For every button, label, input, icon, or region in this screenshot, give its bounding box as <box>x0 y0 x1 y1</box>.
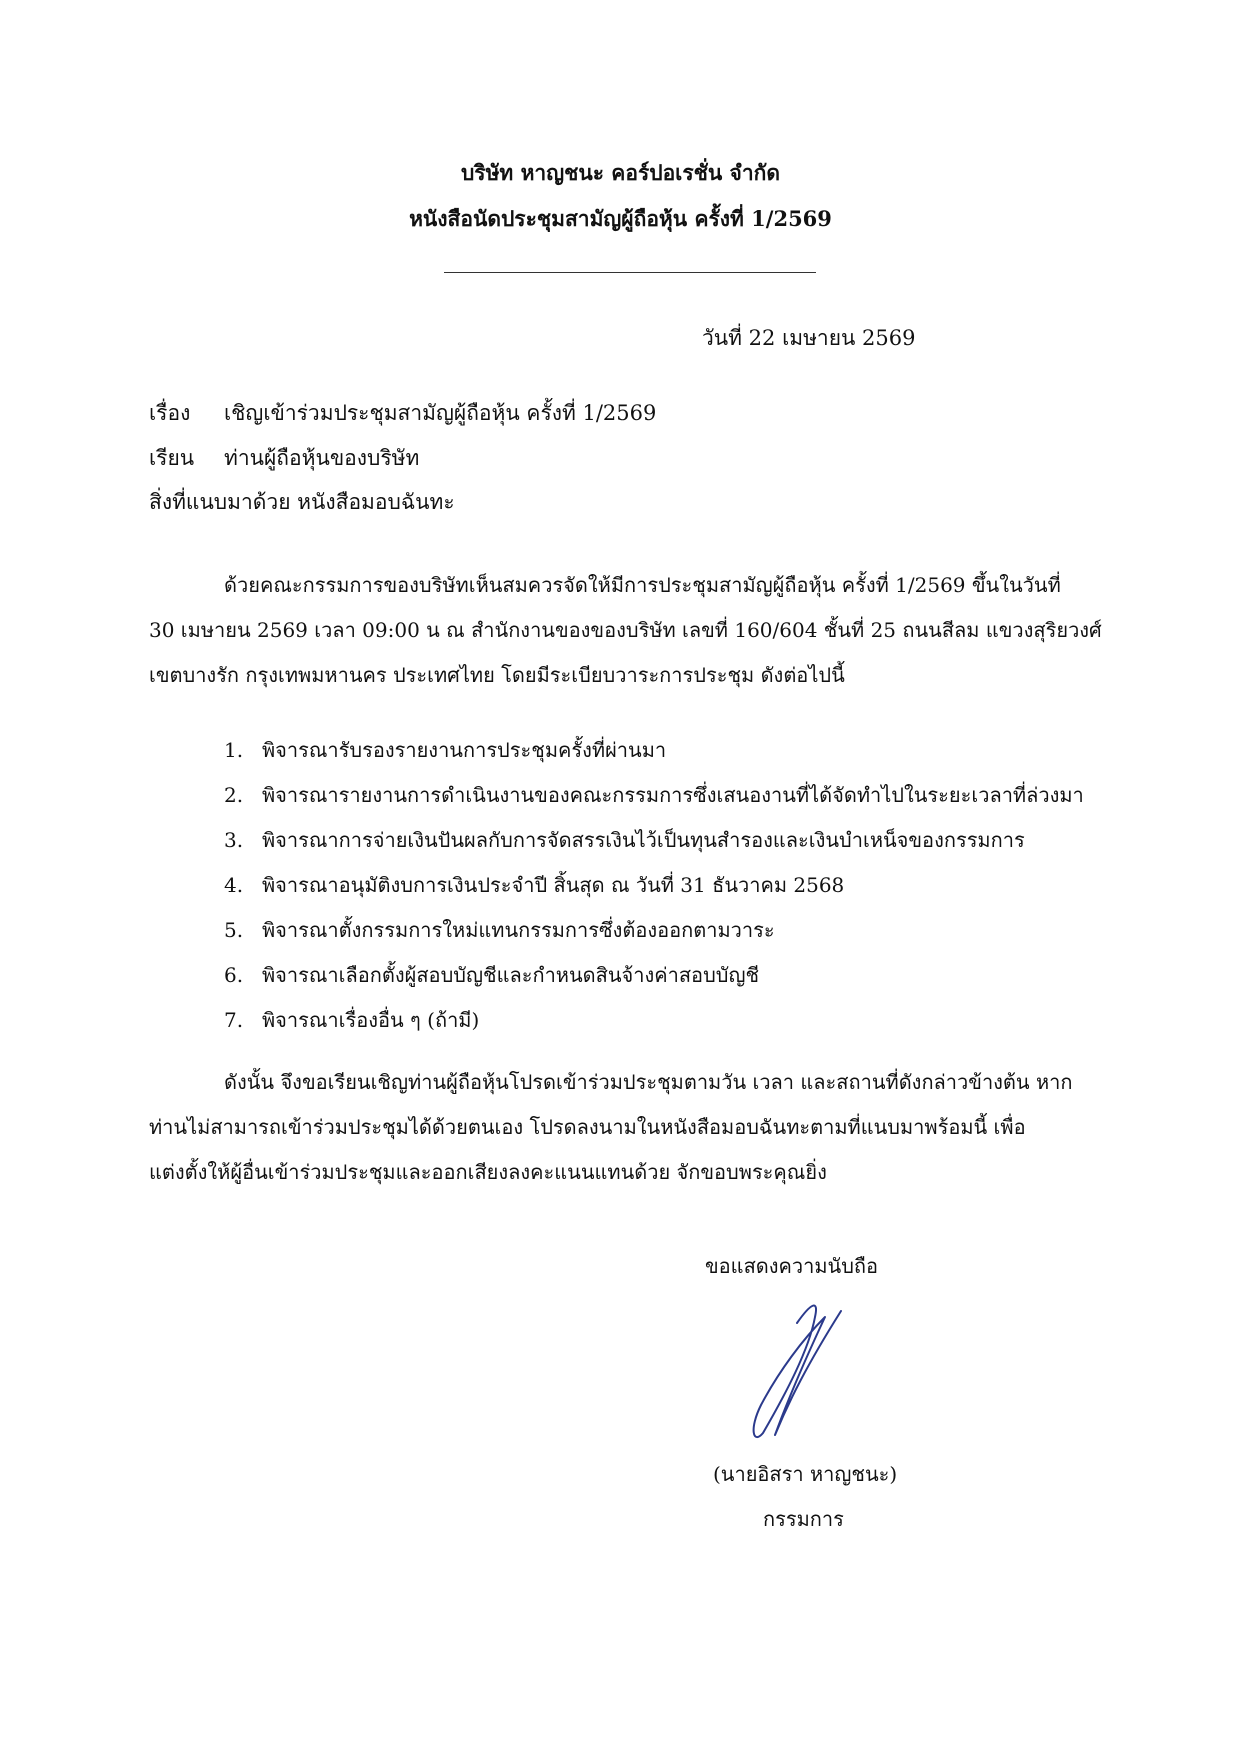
intro-line-1: ด้วยคณะกรรมการของบริษัทเห็นสมควรจัดให้มีการประชุมสามัญผู้ถือหุ้น ครั้งที่ 1/2569 ขึ้นในวันที่ <box>224 573 1061 597</box>
agenda-item <box>224 863 1084 908</box>
handwritten-signature <box>745 1295 855 1445</box>
agenda-number: 2. <box>224 783 244 807</box>
recipient-label: เรียน <box>149 446 195 470</box>
agenda-number: 4. <box>224 873 244 897</box>
agenda-text: พิจารณาอนุมัติงบการเงินประจำปี สิ้นสุด ณ วันที่ 31 ธันวาคม 2568 <box>262 873 845 897</box>
agenda-item <box>224 728 1084 773</box>
signer-title: กรรมการ <box>763 1507 844 1531</box>
agenda-text: พิจารณาตั้งกรรมการใหม่แทนกรรมการซึ่งต้องออกตามวาระ <box>262 918 775 942</box>
intro-line-2: 30 เมษายน 2569 เวลา 09:00 น ณ สำนักงานของของบริษัท เลขที่ 160/604 ชั้นที่ 25 ถนนสีลม แขวงสุริยวงศ์ <box>149 618 1102 642</box>
agenda-item <box>224 953 1084 998</box>
agenda-item <box>224 818 1084 863</box>
agenda-number: 7. <box>224 1008 244 1032</box>
agenda-text: พิจารณาเลือกตั้งผู้สอบบัญชีและกำหนดสินจ้างค่าสอบบัญชี <box>262 963 760 987</box>
agenda-item <box>224 908 1084 953</box>
notice-title: หนังสือนัดประชุมสามัญผู้ถือหุ้น ครั้งที่ 1/2569 <box>409 206 832 231</box>
subject-label: เรื่อง <box>149 401 191 425</box>
notice-date: วันที่ 22 เมษายน 2569 <box>702 326 916 350</box>
agenda-item <box>224 998 1084 1043</box>
agenda-number: 5. <box>224 918 244 942</box>
header-divider <box>444 272 816 273</box>
agenda-list <box>224 728 1084 1043</box>
agenda-number: 6. <box>224 963 244 987</box>
subject-value: เชิญเข้าร่วมประชุมสามัญผู้ถือหุ้น ครั้งที่ 1/2569 <box>224 401 657 425</box>
attachment-value: สิ่งที่แนบมาด้วย หนังสือมอบฉันทะ <box>149 490 455 514</box>
agenda-text: พิจารณารับรองรายงานการประชุมครั้งที่ผ่านมา <box>262 738 667 762</box>
agenda-number: 1. <box>224 738 244 762</box>
agenda-item <box>224 773 1084 818</box>
signature-stroke <box>754 1306 841 1438</box>
agenda-number: 3. <box>224 828 244 852</box>
agenda-text: พิจารณาเรื่องอื่น ๆ (ถ้ามี) <box>262 1008 480 1032</box>
conclusion-line-1: ดังนั้น จึงขอเรียนเชิญท่านผู้ถือหุ้นโปรดเข้าร่วมประชุมตามวัน เวลา และสถานที่ดังกล่าวข้างต้น หาก <box>224 1070 1073 1094</box>
conclusion-line-2: ท่านไม่สามารถเข้าร่วมประชุมได้ด้วยตนเอง โปรดลงนามในหนังสือมอบฉันทะตามที่แนบมาพร้อมนี้ เพื่อ <box>149 1115 1026 1139</box>
signer-name: (นายอิสรา หาญชนะ) <box>713 1462 898 1486</box>
intro-line-3: เขตบางรัก กรุงเทพมหานคร ประเทศไทย โดยมีระเบียบวาระการประชุม ดังต่อไปนี้ <box>149 663 845 687</box>
agenda-text: พิจารณารายงานการดำเนินงานของคณะกรรมการซึ่งเสนองานที่ได้จัดทำไปในระยะเวลาที่ล่วงมา <box>262 783 1084 807</box>
closing-phrase: ขอแสดงความนับถือ <box>705 1254 879 1278</box>
company-name: บริษัท หาญชนะ คอร์ปอเรชั่น จำกัด <box>460 160 781 185</box>
conclusion-line-3: แต่งตั้งให้ผู้อื่นเข้าร่วมประชุมและออกเสียงลงคะแนนแทนด้วย จักขอบพระคุณยิ่ง <box>149 1160 827 1184</box>
agenda-text: พิจารณาการจ่ายเงินปันผลกับการจัดสรรเงินไว้เป็นทุนสำรองและเงินบำเหน็จของกรรมการ <box>262 828 1025 852</box>
recipient-value: ท่านผู้ถือหุ้นของบริษัท <box>224 446 420 470</box>
